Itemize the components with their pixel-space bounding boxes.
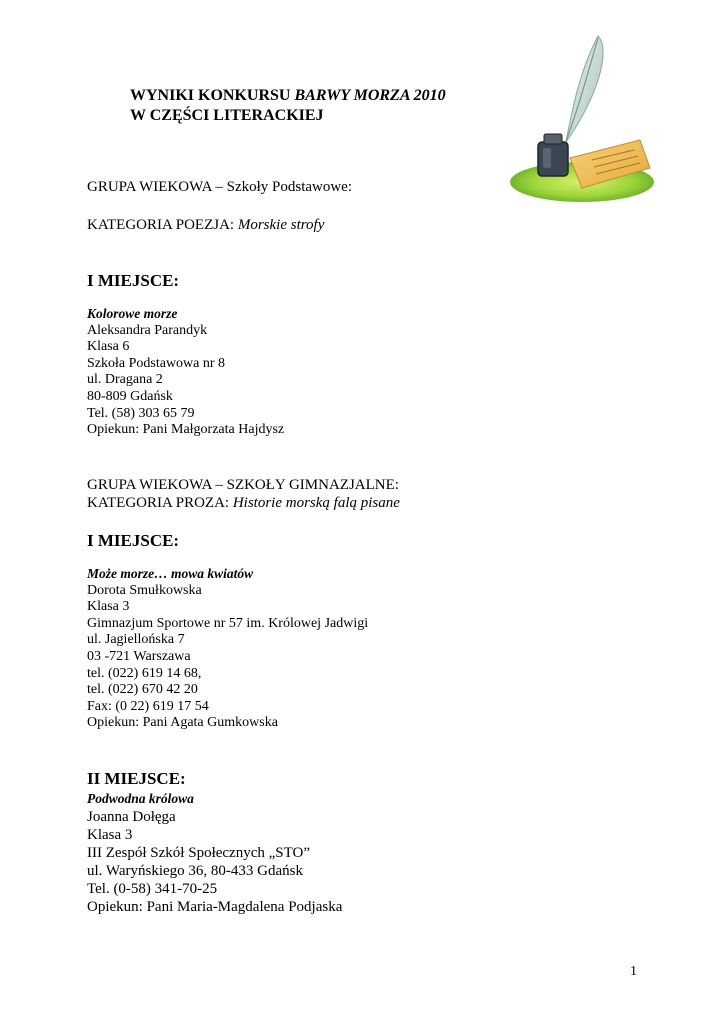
entry-line: Joanna Dołęga [87, 809, 176, 825]
category-title: Historie morską falą pisane [232, 495, 400, 511]
entry-title: Kolorowe morze [87, 306, 178, 321]
entry-line: Opiekun: Pani Maria-Magdalena Podjaska [87, 899, 343, 915]
entry-block-1 [87, 306, 284, 439]
entry-line: 80-809 Gdańsk [87, 388, 173, 404]
group-label-gymnasium: GRUPA WIEKOWA – SZKOŁY GIMNAZJALNE: [87, 477, 399, 493]
title-part1: WYNIKI KONKURSU [130, 87, 295, 104]
entry-line: Szkoła Podstawowa nr 8 [87, 355, 226, 371]
title-line2: W CZĘŚCI LITERACKIEJ [130, 107, 324, 124]
category-label: KATEGORIA PROZA: [87, 495, 233, 511]
group-label-primary: GRUPA WIEKOWA – Szkoły Podstawowe: [87, 179, 353, 195]
entry-line: Tel. (0-58) 341-70-25 [87, 881, 218, 897]
title-contest-name: BARWY MORZA 2010 [294, 87, 446, 104]
entry-title: Może morze… mowa kwiatów [87, 566, 254, 581]
category-label: KATEGORIA POEZJA: [87, 217, 238, 233]
entry-line: Tel. (58) 303 65 79 [87, 405, 195, 421]
entry-line: 03 -721 Warszawa [87, 648, 191, 664]
document-title [130, 86, 446, 126]
place-heading-3: II MIEJSCE: [87, 769, 186, 788]
entry-line: Opiekun: Pani Agata Gumkowska [87, 715, 278, 731]
entry-block-3 [87, 790, 342, 916]
entry-line: Aleksandra Parandyk [87, 322, 208, 338]
entry-line: Fax: (0 22) 619 17 54 [87, 698, 209, 714]
place-heading-1: I MIEJSCE: [87, 271, 180, 290]
entry-line: tel. (022) 619 14 68, [87, 665, 202, 681]
category-title: Morskie strofy [237, 217, 325, 233]
category-prose [87, 494, 400, 512]
entry-line: Dorota Smułkowska [87, 582, 202, 598]
category-poetry [87, 216, 324, 234]
entry-block-2 [87, 566, 368, 732]
entry-line: Gimnazjum Sportowe nr 57 im. Królowej Jadwigi [87, 615, 369, 631]
page-number: 1 [630, 964, 637, 979]
entry-line: ul. Dragana 2 [87, 372, 163, 388]
place-heading-2: I MIEJSCE: [87, 531, 180, 550]
entry-line: Klasa 3 [87, 827, 133, 843]
entry-line: Klasa 6 [87, 339, 130, 355]
entry-title: Podwodna królowa [87, 791, 194, 806]
entry-line: Opiekun: Pani Małgorzata Hajdysz [87, 422, 285, 438]
entry-line: Klasa 3 [87, 599, 130, 615]
quill-inkwell-icon [500, 30, 660, 210]
entry-line: ul. Jagiellońska 7 [87, 632, 185, 648]
entry-line: tel. (022) 670 42 20 [87, 682, 198, 698]
entry-line: ul. Waryńskiego 36, 80-433 Gdańsk [87, 863, 303, 879]
entry-line: III Zespół Szkół Społecznych „STO” [87, 845, 311, 861]
